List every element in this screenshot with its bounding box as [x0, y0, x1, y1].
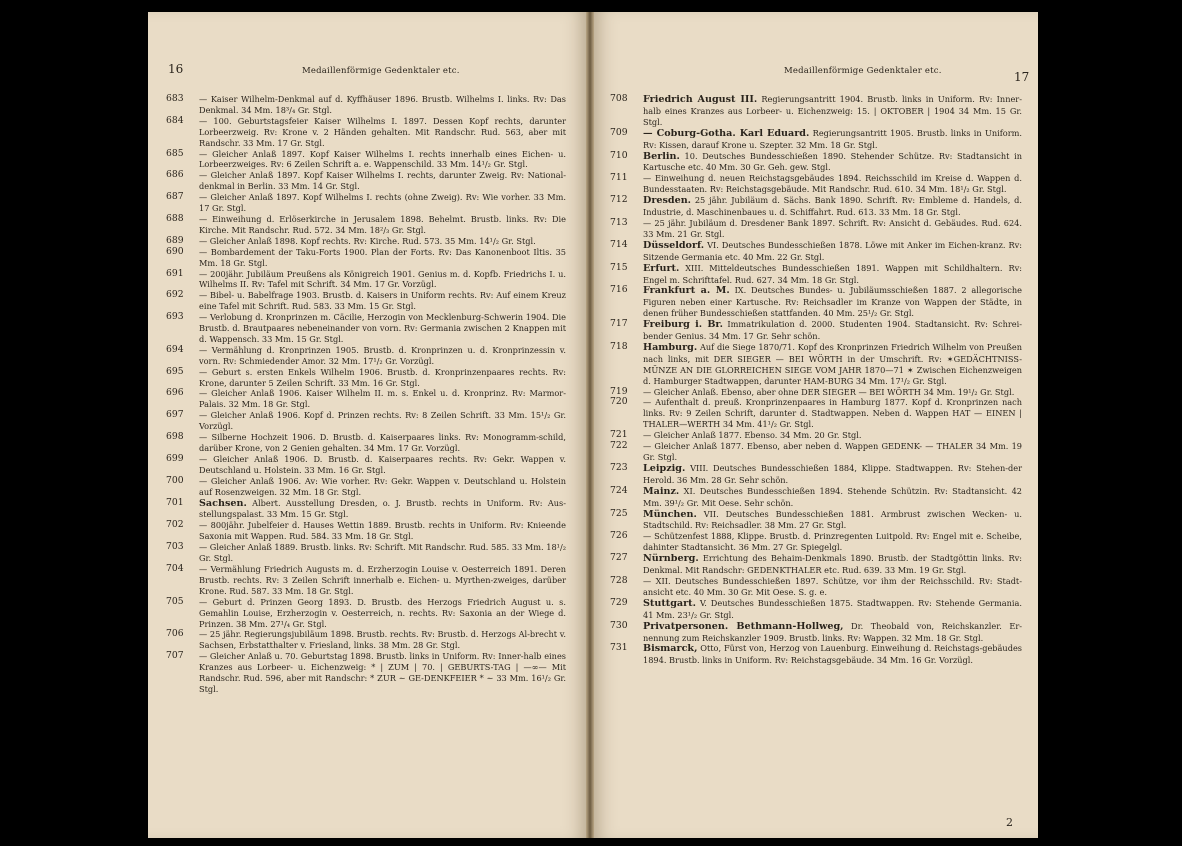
catalog-entry	[166, 476, 566, 498]
entry-number: 704	[166, 562, 184, 574]
catalog-entry	[610, 94, 1022, 128]
entry-text	[199, 247, 566, 269]
catalog-entry	[610, 342, 1022, 387]
catalog-entry	[610, 509, 1022, 532]
entry-description: — Schützenfest 1888, Klippe. Brustb. d. Prinzregenten Luitpold. Rv: Engel mit e. Scheibe, dahinter Stadtansicht. 36 Mm. 27 Gr. Spiegelgl.	[643, 531, 1022, 553]
catalog-entry	[610, 128, 1022, 151]
catalog-entry	[166, 597, 566, 630]
entry-description: — 100. Geburtstagsfeier Kaiser Wilhelms I. 1897. Dessen Kopf rechts, darunter Lorbeerzweig. Rv: Krone v. 2 Händen gehalten. Mit Randschr. Rud. 563, aber mit Randschr. 33 Mm. 17 Gr. Stgl.	[199, 115, 566, 148]
catalog-entry	[166, 116, 566, 149]
entry-heading: Düsseldorf.	[643, 239, 705, 251]
entry-text	[643, 553, 1022, 576]
entry-number: 700	[166, 474, 184, 486]
entry-description: IX. Deutsches Bundes- u. Jubiläumsschießen 1887. 2 allegorische Figuren neben einer Kartusche. Rv: Reichsadler im Kranze von Wappen der Städte, in denen früher Bundesschießen stattfanden. 40 Mm. 25¹/₂ Gr. Stgl.	[643, 285, 1022, 319]
entry-text	[199, 388, 566, 410]
catalog-entry	[610, 441, 1022, 463]
entry-number: 713	[610, 216, 628, 228]
entry-text	[199, 454, 566, 476]
entry-description: — Vermählung d. Kronprinzen 1905. Brustb. d. Kronprinzen u. d. Kronprinzessin v. vorn. Rv: Schmiedender Amor. 32 Mm. 17¹/₂ Gr. Vorzügl.	[199, 344, 566, 366]
entry-number: 727	[610, 552, 628, 564]
entry-number: 721	[610, 429, 628, 441]
entry-number: 719	[610, 385, 628, 397]
catalog-entry	[166, 432, 566, 454]
catalog-entry	[166, 269, 566, 291]
right-page	[594, 12, 1038, 838]
page-number: 16	[168, 62, 184, 76]
entry-number: 706	[166, 628, 184, 640]
catalog-entry	[610, 430, 1022, 441]
entry-heading: Hamburg.	[643, 341, 698, 353]
catalog-entry	[166, 454, 566, 476]
entry-description: — Gleicher Anlaß 1889. Brustb. links. Rv: Schrift. Mit Randschr. Rud. 585. 33 Mm. 18¹/₂ Gr. Stgl.	[199, 542, 566, 564]
entry-description: — Gleicher Anlaß 1906. Kaiser Wilhelm II. m. s. Enkel u. d. Kronprinz. Rv: Marmor-Palais. 32 Mm. 18 Gr. Stgl.	[199, 388, 566, 410]
entry-text	[199, 149, 566, 171]
entry-text	[199, 629, 566, 651]
entry-text	[199, 476, 566, 498]
entry-list	[610, 94, 1022, 666]
entry-description: XI. Deutsches Bundesschießen 1894. Stehende Schützin. Rv: Stadtansicht. 42 Mm. 39¹/₂ Gr. Mit Oese. Sehr schön.	[643, 485, 1022, 508]
entry-heading: Dresden.	[643, 195, 692, 207]
entry-description: — 800jähr. Jubelfeier d. Hauses Wettin 1889. Brustb. rechts in Uniform. Rv: Knieende Saxonia mit Wappen. Rud. 584. 33 Mm. 18 Gr. Stgl.	[199, 520, 566, 542]
entry-description: — Geburt s. ersten Enkels Wilhelm 1906. Brustb. d. Kronprinzenpaares rechts. Rv: Krone, darunter 5 Zeilen Schrift. 33 Mm. 16 Gr. Stgl.	[199, 366, 566, 388]
catalog-entry	[166, 170, 566, 192]
entry-text	[643, 441, 1022, 463]
catalog-entry	[166, 520, 566, 542]
entry-description: XIII. Mitteldeutsches Bundesschießen 1891. Wappen mit Schildhaltern. Rv: Engel m. Schrifttafel. Rud. 627. 34 Mm. 18 Gr. Stgl.	[643, 262, 1022, 285]
entry-description: — Bibel- u. Babelfrage 1903. Brustb. d. Kaisers in Uniform rechts. Rv: Auf einem Kreuz eine Tafel mit Schrift. Rud. 583. 33 Mm. 15 Gr. Stgl.	[199, 290, 566, 312]
entry-text	[199, 269, 566, 291]
catalog-entry	[610, 285, 1022, 319]
entry-number: 717	[610, 318, 628, 330]
entry-number: 707	[166, 650, 184, 662]
catalog-entry	[610, 319, 1022, 342]
entry-description: V. Deutsches Bundesschießen 1875. Stadtwappen. Rv: Stehende Germania. 41 Mm. 23¹/₂ Gr. Stgl.	[643, 597, 1022, 620]
entry-text	[643, 576, 1022, 598]
entry-description: — Gleicher Anlaß 1877. Ebenso, aber neben d. Wappen GEDENK- — THALER 34 Mm. 19 Gr. Stgl.	[643, 441, 1022, 462]
catalog-entry	[166, 367, 566, 389]
entry-number: 711	[610, 172, 628, 184]
entry-description: — 25 jähr. Jubiläum d. Dresdener Bank 1897. Schrift. Rv: Ansicht d. Gebäudes. Rud. 624. 33 Mm. 21 Gr. Stgl.	[643, 217, 1022, 239]
catalog-entry	[166, 498, 566, 521]
entry-description: Albert. Ausstellung Dresden, o. J. Brustb. rechts in Uniform. Rv: Aus-stellungspalast. 33 Mm. 15 Gr. Stgl.	[199, 497, 566, 520]
entry-description: — Gleicher Anlaß 1898. Kopf rechts. Rv: Kirche. Rud. 573. 35 Mm. 14¹/₂ Gr. Stgl.	[199, 235, 536, 246]
entry-description: Regierungsantritt 1905. Brustb. links in Uniform. Rv: Kissen, darauf Krone u. Szepter. 32 Mm. 18 Gr. Stgl.	[643, 127, 1022, 150]
entry-description: 10. Deutsches Bundesschießen 1890. Stehender Schütze. Rv: Stadtansicht in Kartusche etc. 40 Mm. 30 Gr. Geh. gew. Stgl.	[643, 150, 1022, 173]
entry-description: — Aufenthalt d. preuß. Kronprinzenpaares in Hamburg 1877. Kopf d. Kronprinzen nach links. Rv: 9 Zeilen Schrift, darunter d. Stadtwappen. Neben d. Wappen HAT — EINEN | THALER—WERTH 34 Mm. 41¹/₂ Gr. Stgl.	[643, 397, 1022, 430]
entry-heading: Freiburg i. Br.	[643, 319, 723, 331]
catalog-entry	[166, 564, 566, 597]
entry-description: — Silberne Hochzeit 1906. D. Brustb. d. Kaiserpaares links. Rv: Monogramm-schild, darüber Krone, von 2 Genien gehalten. 34 Mm. 17 Gr. Vorzügl.	[199, 432, 566, 453]
entry-description: — XII. Deutsches Bundesschießen 1897. Schütze, vor ihm der Reichsschild. Rv: Stadt-ansicht etc. 40 Mm. 30 Gr. Mit Oese. S. g. e.	[643, 575, 1022, 597]
entry-text	[643, 218, 1022, 240]
entry-heading: Friedrich August III.	[643, 94, 758, 105]
entry-number: 698	[166, 431, 184, 443]
catalog-entry	[610, 263, 1022, 286]
entry-text	[199, 520, 566, 542]
entry-description: — Gleicher Anlaß 1897. Kopf Kaiser Wilhelms I. rechts, darunter Zweig. Rv: National-denkmal in Berlin. 33 Mm. 14 Gr. Stgl.	[199, 170, 566, 192]
entry-text	[643, 285, 1022, 319]
catalog-entry	[610, 621, 1022, 644]
entry-number: 684	[166, 114, 184, 126]
entry-heading: Leipzig.	[643, 462, 686, 474]
catalog-entry	[166, 247, 566, 269]
entry-number: 712	[610, 194, 628, 206]
entry-text	[199, 290, 566, 312]
entry-text	[643, 128, 1022, 151]
entry-text	[199, 192, 566, 214]
entry-text	[643, 263, 1022, 286]
running-head: Medaillenförmige Gedenktaler etc.	[784, 66, 942, 76]
entry-heading: — Coburg-Gotha. Karl Eduard.	[643, 127, 810, 139]
catalog-entry	[610, 576, 1022, 598]
entry-description: Auf die Siege 1870/71. Kopf des Kronprinzen Friedrich Wilhelm von Preußen nach links, mit DER SIEGER — BEI WÖRTH in der Umschrift. Rv: ✶GEDÄCHTNISS-MÜNZE AN DIE GLORREICHEN SIEGE VOM JAHR 1870—71 ✶ Zwischen Eichenzweigen d. Hamburger Stadtwappen, darunter HAM-BURG 34 Mm. 17¹/₂ Gr. Stgl.	[643, 341, 1022, 386]
catalog-entry	[610, 218, 1022, 240]
entry-text	[199, 651, 566, 695]
entry-description: — Gleicher Anlaß 1906. Kopf d. Prinzen rechts. Rv: 8 Zeilen Schrift. 33 Mm. 15¹/₂ Gr. Vorzügl.	[199, 410, 566, 432]
entry-description: — Geburt d. Prinzen Georg 1893. D. Brustb. des Herzogs Friedrich August u. s. Gemahlin Louise, Erzherzogin v. Oesterreich, n. rechts. Rv: Saxonia an der Wiege d. Prinzen. 38 Mm. 27¹/₄ Gr. Stgl.	[199, 596, 566, 629]
entry-text	[643, 342, 1022, 387]
entry-text	[199, 542, 566, 564]
entry-heading: Frankfurt a. M.	[643, 285, 730, 297]
entry-description: — Gleicher Anlaß 1897. Kopf Wilhelms I. rechts (ohne Zweig). Rv: Wie vorher. 33 Mm. 17 Gr. Stgl.	[199, 192, 566, 214]
catalog-entry	[166, 345, 566, 367]
entry-number: 716	[610, 284, 628, 296]
entry-number: 697	[166, 409, 184, 421]
entry-description: VII. Deutsches Bundesschießen 1881. Armbrust zwischen Wecken- u. Stadtschild. Rv: Reichsadler. 38 Mm. 27 Gr. Stgl.	[643, 508, 1022, 531]
entry-text	[199, 498, 566, 521]
catalog-entry	[166, 236, 566, 247]
entry-number: 696	[166, 387, 184, 399]
entry-heading: Stuttgart.	[643, 597, 696, 609]
entry-text	[643, 151, 1022, 174]
entry-description: Regierungsantritt 1904. Brustb. links in Uniform. Rv: Inner-halb eines Kranzes aus Lorbeer- u. Eichenzweig: 15. | OKTOBER | 1904 34 Mm. 15 Gr. Stgl.	[643, 94, 1022, 127]
entry-heading: Sachsen.	[199, 497, 247, 509]
entry-number: 686	[166, 169, 184, 181]
entry-number: 692	[166, 289, 184, 301]
entry-text	[643, 598, 1022, 621]
left-page	[148, 12, 586, 838]
signature-mark: 2	[1006, 816, 1013, 829]
entry-text	[643, 240, 1022, 263]
entry-description: — Einweihung d. neuen Reichstagsgebäudes 1894. Reichsschild im Kreise d. Wappen d. Bundesstaaten. Rv: Reichstagsgebäude. Mit Randschr. Rud. 610. 34 Mm. 18¹/₂ Gr. Stgl.	[643, 173, 1022, 195]
entry-number: 694	[166, 343, 184, 355]
entry-number: 729	[610, 596, 628, 608]
entry-text	[643, 397, 1022, 430]
entry-text	[199, 312, 566, 345]
entry-number: 726	[610, 530, 628, 542]
catalog-entry	[166, 149, 566, 171]
entry-description: — Vermählung Friedrich Augusts m. d. Erzherzogin Louise v. Oesterreich 1891. Deren Brustb. rechts. Rv: 3 Zeilen Schrift innerhalb e. Eichen- u. Myrthen-zweiges, darüber Krone. Rud. 587. 33 Mm. 18 Gr. Stgl.	[199, 563, 566, 596]
entry-description: Dr. Theobald von, Reichskanzler. Er-nennung zum Reichskanzler 1909. Brustb. links. Rv: Wappen. 32 Mm. 18 Gr. Stgl.	[643, 620, 1023, 643]
entry-number: 695	[166, 365, 184, 377]
entry-number: 708	[610, 93, 628, 104]
entry-text	[643, 509, 1022, 532]
entry-description: Otto, Fürst von, Herzog von Lauenburg. Einweihung d. Reichstags-gebäudes 1894. Brustb. links in Uniform. Rv: Reichstagsgebäude. 34 Mm. 16 Gr. Vorzügl.	[643, 643, 1022, 666]
entry-description: — 200jähr. Jubiläum Preußens als Königreich 1901. Genius m. d. Kopfb. Friedrichs I. u. Wilhelms II. Rv: Tafel mit Schrift. 34 Mm. 17 Gr. Vorzügl.	[199, 268, 566, 290]
catalog-entry	[610, 173, 1022, 195]
entry-text	[199, 94, 566, 116]
catalog-entry	[610, 151, 1022, 174]
entry-text	[199, 410, 566, 432]
entry-description: — Gleicher Anlaß. Ebenso, aber ohne DER SIEGER — BEI WÖRTH 34 Mm. 19¹/₂ Gr. Stgl.	[643, 386, 1015, 397]
entry-number: 687	[166, 191, 184, 203]
entry-description: VIII. Deutsches Bundesschießen 1884, Klippe. Stadtwappen. Rv: Stehen-der Herold. 36 Mm. 28 Gr. Sehr schön.	[643, 462, 1022, 485]
catalog-entry	[610, 643, 1022, 666]
catalog-entry	[610, 387, 1022, 398]
catalog-entry	[610, 553, 1022, 576]
entry-heading: München.	[643, 508, 697, 520]
entry-text	[643, 643, 1022, 666]
catalog-entry	[166, 410, 566, 432]
catalog-entry	[166, 94, 566, 116]
entry-description: — Gleicher Anlaß 1897. Kopf Kaiser Wilhelms I. rechts innerhalb eines Eichen- u. Lorbeerzweiges. Rv: 6 Zeilen Schrift a. e. Wappenschild. 33 Mm. 14¹/₂ Gr. Stgl.	[199, 148, 566, 170]
entry-description: — Gleicher Anlaß u. 70. Geburtstag 1898. Brustb. links in Uniform. Rv: Inner-halb eines Kranzes aus Lorbeer- u. Eichenzweig: * | ZUM | 70. | GEBURTS-TAG | —∞— Mit Randschr. Rud. 596, aber mit Randschr: * ZUR ∼ GE-DENKFEIER * ∼ 33 Mm. 16¹/₂ Gr. Stgl.	[199, 651, 566, 694]
entry-number: 699	[166, 452, 184, 464]
catalog-entry	[610, 486, 1022, 509]
entry-description: — Gleicher Anlaß 1877. Ebenso. 34 Mm. 20 Gr. Stgl.	[643, 430, 862, 441]
catalog-entry	[166, 388, 566, 410]
entry-text	[643, 531, 1022, 553]
running-head: Medaillenförmige Gedenktaler etc.	[302, 66, 460, 76]
entry-number: 709	[610, 126, 628, 138]
entry-text	[643, 430, 1022, 441]
entry-description: VI. Deutsches Bundesschießen 1878. Löwe mit Anker im Eichen-kranz. Rv: Sitzende Germania etc. 40 Mm. 22 Gr. Stgl.	[643, 239, 1022, 262]
entry-text	[199, 597, 566, 630]
entry-number: 724	[610, 484, 628, 496]
catalog-entry	[610, 598, 1022, 621]
entry-heading: Privatpersonen. Bethmann-Hollweg,	[643, 620, 844, 632]
entry-number: 701	[166, 496, 184, 508]
entry-description: — Verlobung d. Kronprinzen m. Cäcilie, Herzogin von Mecklenburg-Schwerin 1904. Die Brustb. d. Brautpaares nebeneinander von vorn. Rv: Germania zwischen 2 Knappen mit d. Wappensch. 33 Mm. 15 Gr. Stgl.	[199, 312, 566, 344]
entry-number: 689	[166, 234, 184, 246]
entry-text	[643, 94, 1022, 128]
entry-text	[199, 432, 566, 454]
entry-number: 691	[166, 267, 184, 279]
entry-heading: Bismarck,	[643, 643, 698, 655]
catalog-entry	[610, 240, 1022, 263]
entry-number: 690	[166, 245, 184, 257]
entry-description: — 25 jähr. Regierungsjubiläum 1898. Brustb. rechts. Rv: Brustb. d. Herzogs Al-brecht v. Sachsen, Erbstatthalter v. Friesland, links. 38 Mm. 28 Gr. Stgl.	[199, 629, 566, 651]
entry-number: 723	[610, 461, 628, 473]
entry-text	[199, 345, 566, 367]
catalog-entry	[166, 651, 566, 695]
entry-description: — Einweihung d. Erlöserkirche in Jerusalem 1898. Behelmt. Brustb. links. Rv: Die Kirche. Mit Randschr. Rud. 572. 34 Mm. 18²/₃ Gr. Stgl.	[199, 213, 566, 235]
entry-number: 683	[166, 93, 184, 104]
entry-description: — Gleicher Anlaß 1906. D. Brustb. d. Kaiserpaares rechts. Rv: Gekr. Wappen v. Deutschland u. Holstein. 33 Mm. 16 Gr. Stgl.	[199, 453, 566, 475]
catalog-entry	[610, 195, 1022, 218]
entry-text	[199, 236, 566, 247]
entry-description: Immatrikulation d. 2000. Studenten 1904. Stadtansicht. Rv: Schrei-bender Genius. 34 Mm. 17 Gr. Sehr schön.	[643, 319, 1022, 342]
entry-heading: Nürnberg.	[643, 553, 699, 565]
entry-description: Errichtung des Behaim-Denkmals 1890. Brustb. der Stadtgöttin links. Rv: Denkmal. Mit Randschr: GEDENKTHALER etc. Rud. 639. 33 Mm. 19 Gr. Stgl.	[643, 553, 1022, 576]
entry-description: 25 jähr. Jubiläum d. Sächs. Bank 1890. Schrift. Rv: Embleme d. Handels, d. Industrie, d. Maschinenbaues u. d. Schiffahrt. Rud. 613. 33 Mm. 18 Gr. Stgl.	[643, 195, 1022, 218]
catalog-entry	[166, 290, 566, 312]
entry-text	[199, 367, 566, 389]
entry-text	[199, 214, 566, 236]
entry-number: 728	[610, 574, 628, 586]
catalog-entry	[166, 542, 566, 564]
entry-number: 720	[610, 396, 628, 408]
catalog-entry	[610, 397, 1022, 430]
entry-description: — Gleicher Anlaß 1906. Av: Wie vorher. Rv: Gekr. Wappen v. Deutschland u. Holstein auf Rosenzweigen. 32 Mm. 18 Gr. Stgl.	[199, 475, 566, 497]
entry-number: 703	[166, 541, 184, 553]
catalog-entry	[166, 192, 566, 214]
catalog-entry	[610, 463, 1022, 486]
entry-text	[643, 195, 1022, 218]
entry-number: 730	[610, 619, 628, 631]
entry-text	[199, 170, 566, 192]
catalog-entry	[166, 312, 566, 345]
entry-number: 705	[166, 595, 184, 607]
entry-text	[199, 116, 566, 149]
entry-number: 731	[610, 642, 628, 654]
entry-heading: Mainz.	[643, 485, 680, 497]
entry-text	[643, 173, 1022, 195]
entry-number: 710	[610, 149, 628, 161]
catalog-entry	[166, 214, 566, 236]
entry-text	[643, 463, 1022, 486]
entry-text	[643, 387, 1022, 398]
entry-text	[643, 486, 1022, 509]
catalog-entry	[166, 629, 566, 651]
page-number: 17	[1014, 70, 1030, 84]
entry-description: — Bombardement der Taku-Forts 1900. Plan der Forts. Rv: Das Kanonenboot Iltis. 35 Mm. 18 Gr. Stgl.	[199, 246, 566, 268]
entry-number: 722	[610, 440, 628, 452]
entry-heading: Erfurt.	[643, 262, 680, 274]
entry-number: 693	[166, 311, 184, 323]
entry-text	[643, 621, 1022, 644]
entry-number: 718	[610, 340, 628, 352]
entry-number: 685	[166, 147, 184, 159]
book-spine	[586, 12, 594, 838]
entry-number: 702	[166, 519, 184, 531]
entry-number: 714	[610, 238, 628, 250]
entry-description: — Kaiser Wilhelm-Denkmal auf d. Kyffhäuser 1896. Brustb. Wilhelms I. links. Rv: Das Denkmal. 34 Mm. 18³/₄ Gr. Stgl.	[199, 94, 566, 115]
entry-list	[166, 94, 566, 695]
entry-text	[643, 319, 1022, 342]
entry-number: 725	[610, 507, 628, 519]
entry-number: 715	[610, 261, 628, 273]
entry-text	[199, 564, 566, 597]
entry-heading: Berlin.	[643, 150, 680, 162]
entry-number: 688	[166, 212, 184, 224]
catalog-entry	[610, 531, 1022, 553]
